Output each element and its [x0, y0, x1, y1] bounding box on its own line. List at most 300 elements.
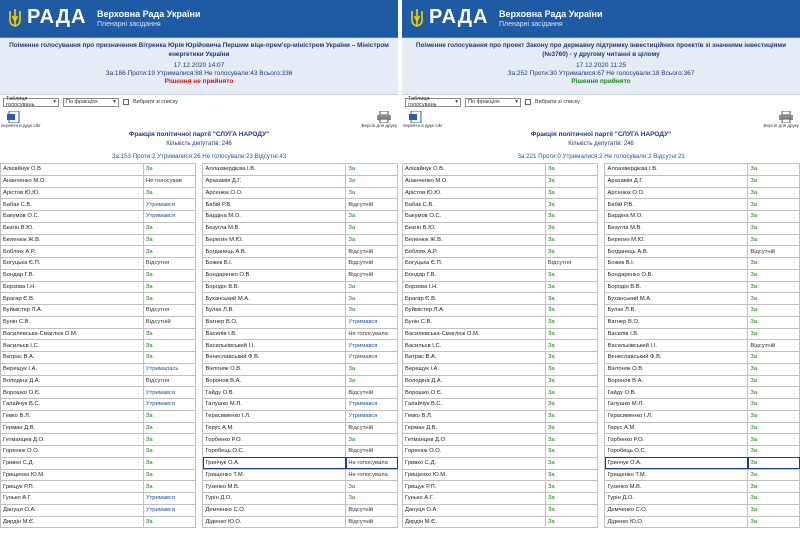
table-view-select[interactable]: Таблиця голосувань ▾: [405, 98, 461, 107]
vote-value: Утримався: [346, 352, 398, 364]
vote-value: За: [545, 481, 597, 493]
deputy-name: Бунін С.В.: [403, 316, 546, 328]
vote-value: Відсутній: [346, 199, 398, 211]
column-gap: [195, 481, 203, 493]
vote-value: За: [545, 293, 597, 305]
table-row: [403, 422, 800, 434]
column-gap: [195, 258, 203, 270]
export-link[interactable]: перейти в друк.Ukr: [403, 123, 443, 128]
deputy-name: Бородін В.В.: [203, 281, 346, 293]
vote-value: Не голосував: [143, 175, 195, 187]
deputy-name: Гурін Д.О.: [605, 493, 748, 505]
column-gap: [195, 493, 203, 505]
column-gap: [195, 399, 203, 411]
vote-value: За: [748, 375, 800, 387]
printer-icon[interactable]: [778, 111, 794, 123]
view-controls: [402, 95, 800, 109]
deputy-name: Діденко Ю.О.: [605, 516, 748, 528]
vote-value: За: [346, 222, 398, 234]
table-row: [403, 316, 800, 328]
vote-value: Утримався: [346, 316, 398, 328]
vote-value: За: [748, 164, 800, 176]
table-row: [403, 269, 800, 281]
deputy-name: Арахамія Д.Г.: [605, 175, 748, 187]
table-row: [403, 340, 800, 352]
deputy-name: Божик В.І.: [605, 258, 748, 270]
deputy-name: Гунько А.Г.: [403, 493, 546, 505]
site-subtitle: Пленарні засідання: [499, 21, 563, 28]
deputy-name: Брагар Є.В.: [403, 293, 546, 305]
table-row: [403, 481, 800, 493]
word-document-icon[interactable]: [408, 111, 424, 123]
deputy-name: Ананченко М.О.: [403, 175, 546, 187]
deputy-name: Бондаренко О.В.: [203, 269, 346, 281]
column-gap: [195, 457, 203, 469]
deputy-name: Василів І.В.: [203, 328, 346, 340]
vote-value: Відсутній: [346, 269, 398, 281]
column-gap: [597, 422, 605, 434]
vote-value: За: [545, 387, 597, 399]
table-row: [1, 469, 398, 481]
table-row: [1, 281, 398, 293]
table-row: [403, 363, 800, 375]
vote-value: За: [143, 222, 195, 234]
deputy-name: Володіна Д.А.: [1, 375, 144, 387]
deputy-name: Горбенко Р.О.: [203, 434, 346, 446]
deputy-name: Грищук Р.П.: [403, 481, 546, 493]
deputy-name: Галушко М.Л.: [605, 399, 748, 411]
deputy-name: Берегин М.Ю.: [605, 234, 748, 246]
table-view-select[interactable]: Таблиця голосувань ▾: [3, 98, 59, 107]
deputy-name: Вагнер В.О.: [203, 316, 346, 328]
vote-value: Не голосувала: [346, 328, 398, 340]
column-gap: [195, 211, 203, 223]
deputy-name: Булах Л.В.: [203, 305, 346, 317]
vote-value: За: [545, 222, 597, 234]
column-gap: [597, 234, 605, 246]
vote-value: За: [346, 305, 398, 317]
table-row: [403, 504, 800, 516]
table-row: [1, 258, 398, 270]
column-gap: [597, 434, 605, 446]
deputies-vote-table: [0, 163, 398, 528]
deputy-name: Арістов Ю.Ю.: [1, 187, 144, 199]
table-row: [403, 399, 800, 411]
deputy-name: Бабак С.В.: [403, 199, 546, 211]
table-row: [1, 493, 398, 505]
deputy-name: Васильєв І.С.: [403, 340, 546, 352]
vote-value: Відсутній: [346, 422, 398, 434]
deputy-name: Грищенко Ю.М.: [1, 469, 144, 481]
deputy-name: Буймістер Л.А.: [1, 305, 144, 317]
vote-value: За: [346, 493, 398, 505]
deputy-name: Демченко С.О.: [203, 504, 346, 516]
deputy-name: Ворошко О.Є.: [403, 387, 546, 399]
deputy-name: Божик В.І.: [203, 258, 346, 270]
vote-date: 17.12.2020 14:07: [173, 62, 225, 69]
deputy-name: Арістов Ю.Ю.: [403, 187, 546, 199]
vote-value: Не голосувала: [346, 457, 398, 469]
vote-value: За: [545, 340, 597, 352]
right-vote-panel: [402, 0, 800, 533]
table-row: [1, 328, 398, 340]
deputy-name: Беленюк Ж.В.: [1, 234, 144, 246]
column-gap: [597, 340, 605, 352]
vote-result: Рішення не прийнято: [164, 78, 234, 85]
deputy-name: Гевко В.Л.: [1, 410, 144, 422]
vote-value: За: [748, 187, 800, 199]
deputy-name: Бородін В.В.: [605, 281, 748, 293]
deputy-name: Василевська-Смаглюк О.М.: [1, 328, 144, 340]
vote-value: За: [748, 293, 800, 305]
deputy-name: Борзова І.Н.: [1, 281, 144, 293]
deputy-name: Гевко В.Л.: [403, 410, 546, 422]
table-row: [1, 246, 398, 258]
column-gap: [597, 164, 605, 176]
deputy-name: Верещук І.А.: [403, 363, 546, 375]
faction-title: Фракція політичної партії "СЛУГА НАРОДУ": [530, 131, 672, 138]
table-row: [1, 399, 398, 411]
deputy-name: Богданець А.В.: [203, 246, 346, 258]
deputy-name: Дирдін М.Є.: [1, 516, 144, 528]
table-row: [403, 375, 800, 387]
deputy-name: Венеславський Ф.В.: [605, 352, 748, 364]
column-gap: [195, 187, 203, 199]
toolbar-icons: [402, 109, 800, 131]
deputy-name: Бондаренко О.В.: [605, 269, 748, 281]
chevron-down-icon: ▾: [113, 99, 116, 105]
deputy-name: Бобліях А.Р.: [1, 246, 144, 258]
table-row: [1, 199, 398, 211]
deputy-name: Бардіна М.О.: [203, 211, 346, 223]
deputy-name: Бабак С.В.: [1, 199, 144, 211]
vote-value: Відсутній: [346, 504, 398, 516]
deputy-name: Бабій Р.В.: [605, 199, 748, 211]
faction-summary: За:153 Проти:2 Утрималися:26 Не голосували:23 Відсутні:43: [111, 153, 287, 160]
vote-value: За: [143, 234, 195, 246]
deputy-name: Герус А.М.: [605, 422, 748, 434]
site-title: Верховна Рада України: [499, 9, 603, 19]
deputy-name: Галайчук В.С.: [1, 399, 144, 411]
deputy-name: Васильківський І.І.: [605, 340, 748, 352]
table-row: [1, 175, 398, 187]
vote-value: Відсутній: [346, 446, 398, 458]
column-gap: [597, 399, 605, 411]
table-row: [403, 516, 800, 528]
pick-from-list-label: Вибрати зі списку: [133, 99, 179, 105]
deputy-name: Бакумов О.С.: [403, 211, 546, 223]
deputy-name: Герман Д.В.: [403, 422, 546, 434]
table-row: [1, 305, 398, 317]
vote-value: За: [143, 281, 195, 293]
vote-value: За: [545, 410, 597, 422]
table-row: [403, 493, 800, 505]
vote-value: Відсутня: [143, 258, 195, 270]
vote-value: Утримався: [143, 199, 195, 211]
pick-from-list-checkbox[interactable]: [525, 99, 531, 105]
vote-value: За: [748, 387, 800, 399]
deputy-name: Вінтоняк О.В.: [203, 363, 346, 375]
vote-value: За: [143, 446, 195, 458]
column-gap: [597, 258, 605, 270]
deputy-name: Вагнер В.О.: [605, 316, 748, 328]
print-version-link[interactable]: Версія для друку: [763, 123, 799, 128]
table-row: [1, 504, 398, 516]
table-row: [403, 222, 800, 234]
vote-value: За: [748, 399, 800, 411]
vote-value: Відсутня: [143, 375, 195, 387]
column-gap: [597, 504, 605, 516]
vote-value: Відсутня: [143, 305, 195, 317]
vote-value: Утримався: [143, 211, 195, 223]
table-row: [1, 387, 398, 399]
deputy-name: Гайду О.В.: [203, 387, 346, 399]
table-row: [1, 293, 398, 305]
vote-value: За: [143, 516, 195, 528]
site-header: [402, 0, 800, 38]
table-row: [403, 246, 800, 258]
vote-value: За: [545, 211, 597, 223]
column-gap: [195, 199, 203, 211]
column-gap: [597, 446, 605, 458]
column-gap: [597, 516, 605, 528]
deputy-name: Васильєв І.С.: [1, 340, 144, 352]
vote-value: За: [545, 504, 597, 516]
table-row: [1, 269, 398, 281]
vote-value: За: [545, 399, 597, 411]
vote-value: За: [346, 481, 398, 493]
column-gap: [597, 481, 605, 493]
vote-value: За: [143, 293, 195, 305]
deputy-name: Василів І.В.: [605, 328, 748, 340]
site-subtitle: Пленарні засідання: [97, 21, 161, 28]
vote-value: За: [143, 246, 195, 258]
column-gap: [597, 281, 605, 293]
deputy-name: Галайчук В.С.: [403, 399, 546, 411]
vote-value: За: [143, 457, 195, 469]
vote-value: Відсутній: [748, 340, 800, 352]
column-gap: [597, 410, 605, 422]
vote-value: Утримався: [143, 504, 195, 516]
table-row: [1, 234, 398, 246]
pick-from-list-label: Вибрати зі списку: [535, 99, 581, 105]
deputy-name: Дирдін М.Є.: [403, 516, 546, 528]
faction-select[interactable]: По фракціях ▾: [465, 98, 521, 107]
deputy-name: Воронов В.А.: [203, 375, 346, 387]
column-gap: [597, 305, 605, 317]
deputy-name: Богуцька Є.П.: [403, 258, 546, 270]
vote-value: За: [748, 211, 800, 223]
deputy-name: Брагар Є.В.: [1, 293, 144, 305]
column-gap: [195, 175, 203, 187]
vote-value: Утримався: [143, 399, 195, 411]
deputy-name: Гайду О.В.: [605, 387, 748, 399]
column-gap: [597, 387, 605, 399]
deputy-name: Аллахвердієва І.В.: [203, 164, 346, 176]
vote-totals: За:252 Проти:30 Утрималися:67 Не голосували:18 Всього:367: [507, 70, 695, 77]
deputy-name: Ананченко М.О.: [1, 175, 144, 187]
deputies-vote-table: [402, 163, 800, 528]
vote-value: За: [748, 316, 800, 328]
table-row: [403, 446, 800, 458]
vote-value: За: [545, 457, 597, 469]
chevron-down-icon: ▾: [515, 99, 518, 105]
vote-value: Не голосувала: [346, 469, 398, 481]
deputy-name: Бондар Г.В.: [1, 269, 144, 281]
table-row: [1, 410, 398, 422]
deputy-name: Буймістер Л.А.: [403, 305, 546, 317]
deputy-name: Герман Д.В.: [1, 422, 144, 434]
vote-value: За: [748, 516, 800, 528]
column-gap: [195, 305, 203, 317]
vote-value: За: [346, 164, 398, 176]
vote-value: За: [545, 363, 597, 375]
export-link[interactable]: перейти в друк.Ukr: [1, 123, 41, 128]
vote-value: Утримався: [143, 493, 195, 505]
column-gap: [597, 175, 605, 187]
column-gap: [195, 363, 203, 375]
deputy-name: Демченко С.О.: [605, 504, 748, 516]
vote-value: Утримався: [346, 399, 398, 411]
vote-value: За: [545, 352, 597, 364]
table-row: [403, 199, 800, 211]
table-row: [403, 410, 800, 422]
column-gap: [195, 422, 203, 434]
deputy-name: Вінтоняк О.В.: [605, 363, 748, 375]
vote-value: За: [748, 222, 800, 234]
deputy-name: Богданець А.В.: [605, 246, 748, 258]
vote-value: За: [545, 316, 597, 328]
column-gap: [597, 211, 605, 223]
column-gap: [597, 363, 605, 375]
vote-value: За: [748, 504, 800, 516]
column-gap: [195, 340, 203, 352]
column-gap: [597, 187, 605, 199]
table-row: [1, 211, 398, 223]
site-logo[interactable]: РАДА: [27, 6, 87, 28]
vote-value: Утрималась: [143, 363, 195, 375]
vote-value: За: [748, 422, 800, 434]
column-gap: [597, 199, 605, 211]
site-header: [0, 0, 398, 38]
vote-value: За: [545, 446, 597, 458]
faction-summary: За:221 Проти:0 Утрималися:2 Не голосували:2 Відсутні:21: [517, 153, 685, 160]
vote-value: За: [748, 258, 800, 270]
column-gap: [195, 516, 203, 528]
table-row: [1, 375, 398, 387]
deputy-name: Володіна Д.А.: [403, 375, 546, 387]
vote-value: Відсутній: [748, 246, 800, 258]
faction-select[interactable]: По фракціях ▾: [63, 98, 119, 107]
deputy-name: Гривко С.Д.: [1, 457, 144, 469]
table-row: [1, 422, 398, 434]
vote-info-block: [402, 38, 800, 95]
column-gap: [195, 352, 203, 364]
vote-value: За: [545, 187, 597, 199]
printer-icon[interactable]: [376, 111, 392, 123]
vote-title: Поіменне голосування про проект Закону про державну підтримку інвестиційних проектів зі значними інвестиціями (№3760) - у другому читанні в цілому: [415, 42, 787, 58]
vote-value: Відсутній: [346, 246, 398, 258]
vote-value: За: [545, 516, 597, 528]
vote-value: За: [346, 234, 398, 246]
trident-emblem-icon: [410, 8, 424, 28]
table-row: [1, 446, 398, 458]
faction-count: Кількість депутатів: 246: [166, 141, 232, 147]
deputy-name: Безугла М.В.: [203, 222, 346, 234]
deputy-name: Ватрас В.А.: [403, 352, 546, 364]
deputy-name: Ватрас В.А.: [1, 352, 144, 364]
print-version-link[interactable]: Версія для друку: [361, 123, 397, 128]
vote-value: За: [748, 469, 800, 481]
view-controls: [0, 95, 398, 109]
vote-value: Утримався: [346, 340, 398, 352]
pick-from-list-checkbox[interactable]: [123, 99, 129, 105]
site-title: Верховна Рада України: [97, 9, 201, 19]
table-row: [1, 340, 398, 352]
vote-value: За: [346, 211, 398, 223]
column-gap: [597, 493, 605, 505]
column-gap: [195, 269, 203, 281]
vote-value: Утримався: [143, 387, 195, 399]
deputy-name: Гринчук О.А.: [605, 457, 748, 469]
site-logo[interactable]: РАДА: [429, 6, 489, 28]
column-gap: [597, 469, 605, 481]
deputy-name: Гетманцев Д.О.: [1, 434, 144, 446]
word-document-icon[interactable]: [6, 111, 22, 123]
deputy-name: Гузенко М.В.: [605, 481, 748, 493]
deputy-name: Грищук Р.П.: [1, 481, 144, 493]
table-row: [403, 234, 800, 246]
left-vote-panel: [0, 0, 398, 533]
vote-date: 17.12.2020 11:25: [575, 62, 627, 69]
table-row: [403, 305, 800, 317]
chevron-down-icon: ▾: [53, 99, 56, 105]
deputy-name: Діденко Ю.О.: [203, 516, 346, 528]
vote-value: За: [748, 269, 800, 281]
deputy-name: Бунін С.В.: [1, 316, 144, 328]
column-gap: [597, 293, 605, 305]
vote-result: Рішення прийнято: [571, 78, 631, 85]
vote-value: За: [143, 481, 195, 493]
vote-value: За: [748, 234, 800, 246]
vote-value: За: [545, 281, 597, 293]
table-row: [403, 281, 800, 293]
deputy-name: Дануця О.А.: [1, 504, 144, 516]
vote-value: За: [545, 175, 597, 187]
deputy-name: Горбенко Р.О.: [605, 434, 748, 446]
deputy-name: Гурін Д.О.: [203, 493, 346, 505]
deputy-name: Берегин М.Ю.: [203, 234, 346, 246]
vote-value: Утримався: [346, 410, 398, 422]
column-gap: [597, 457, 605, 469]
deputy-name: Верещук І.А.: [1, 363, 144, 375]
deputy-name: Арахамія Д.Г.: [203, 175, 346, 187]
vote-value: За: [545, 493, 597, 505]
deputy-name: Бондар Г.В.: [403, 269, 546, 281]
table-row: [1, 434, 398, 446]
column-gap: [195, 222, 203, 234]
deputy-name: Булах Л.В.: [605, 305, 748, 317]
vote-value: За: [143, 352, 195, 364]
deputy-name: Василевська-Смаглюк О.М.: [403, 328, 546, 340]
vote-value: За: [545, 375, 597, 387]
table-row: [1, 481, 398, 493]
vote-value: За: [143, 187, 195, 199]
column-gap: [195, 316, 203, 328]
vote-value: За: [545, 328, 597, 340]
vote-value: За: [748, 199, 800, 211]
vote-value: За: [748, 175, 800, 187]
